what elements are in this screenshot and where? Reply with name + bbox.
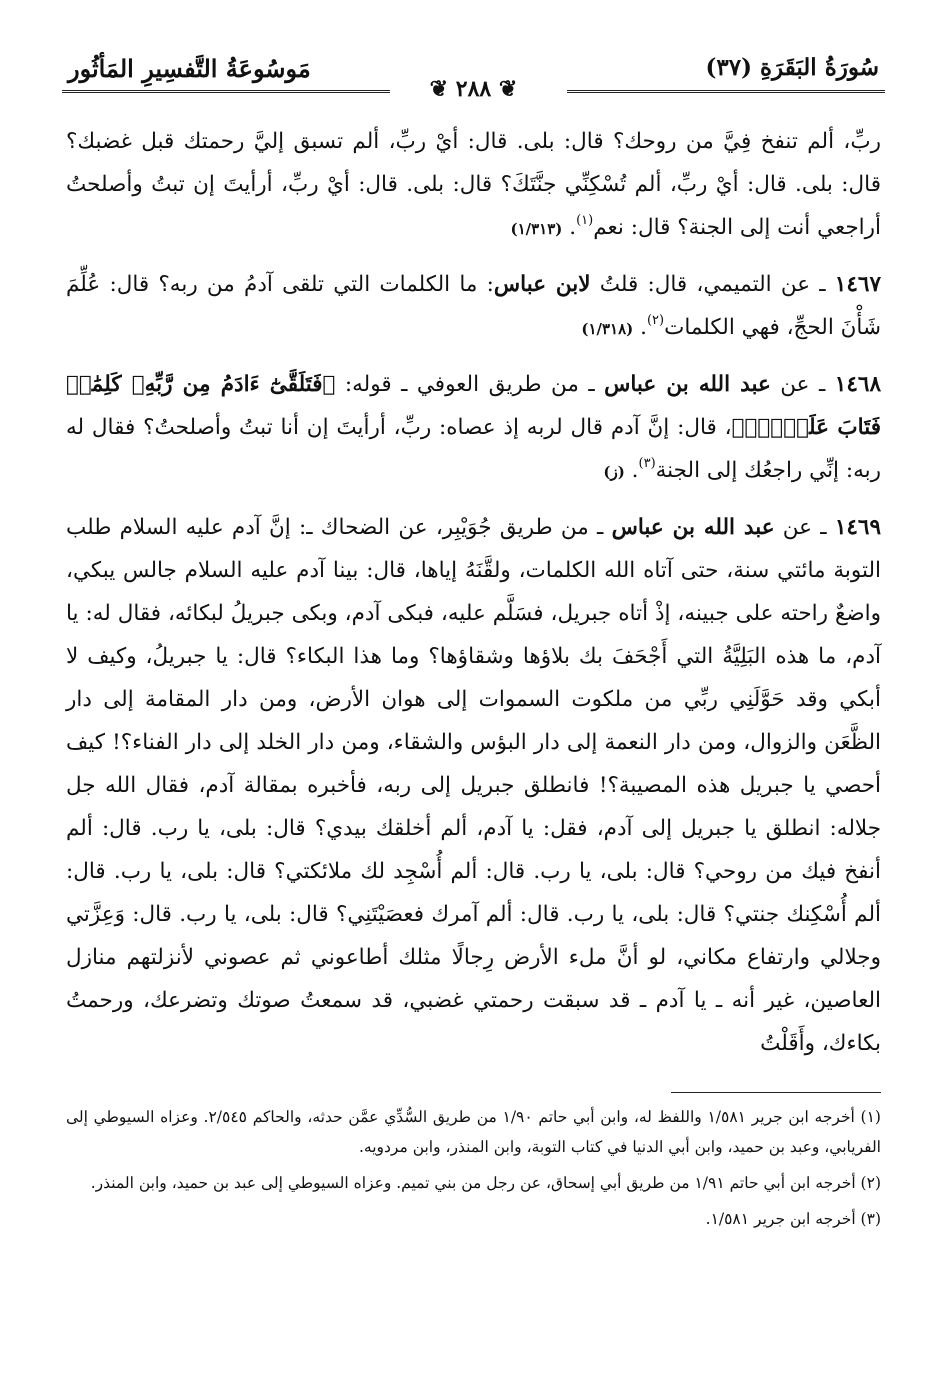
narrator-name: عبد الله بن عباس <box>611 515 775 540</box>
narration-text: ـ عن <box>782 515 827 540</box>
volume-reference: (١/٣١٣) <box>510 220 563 238</box>
narration-number: ١٤٦٩ <box>834 515 882 540</box>
narration-text: ـ من طريق العوفي ـ قوله: <box>344 372 595 397</box>
narration-text: ، قال: إنَّ آدم قال لربه إذ عصاه: ربِّ، أرأيتَ إن أنا تبتُ وأصلحتُ؟ فقال له ربه: إنِّي راجعُك إلى الجنة <box>66 415 881 483</box>
paragraph-text: ربِّ، ألم تنفخ فِيَّ من روحك؟ قال: بلى. قال: أيْ ربِّ، ألم تسبق إليَّ رحمتك قبل غضبك؟ قال: بلى. قال: أيْ ربِّ، ألم تُسْكِنِّي جنَّتَكَ؟ قال: بلى. قال: أيْ ربِّ، أرأيتَ إن تبتُ وأصلحتُ أراجعي أنت إلى الجنة؟ قال: نعم <box>66 129 881 240</box>
narration-text: ـ من طريق جُوَيْبِر، عن الضحاك ـ: إنَّ آدم عليه السلام طلب التوبة مائتي سنة، حتى آتاه الله الكلمات، ولقَّنَهُ إياها، قال: بينا آدم عليه السلام جالس يبكي، واضعٌ راحته على جبينه، إذْ أتاه جبريل، فسَلَّم عليه، فبكى آدم، وبكى جبريلُ لبكائه، فقال له: يا آدم، ما هذه البَلِيَّةُ التي أَجْحَفَ بك بلاؤها وشقاؤها؟ وما هذا البكاء؟ قال: يا جبريلُ، وكيف لا أبكي وقد حَوَّلَنِي ربِّي من ملكوت السموات إلى هوان الأرض، ومن دار المقامة إلى دار الظَّعَن والزوال، ومن دار النعمة إلى دار البؤس والشقاء، ومن دار الخلد إلى دار الفناء؟! كيف أحصي يا جبريل هذه المصيبة؟! فانطلق جبريل إلى ربه، فأخبره بمقالة آدم، فقال الله جل جلاله: انطلق يا جبريل إلى آدم، فقل: يا آدم، ألم أخلقك بيدي؟ قال: بلى، يا رب. قال: ألم أنفخ فيك من روحي؟ قال: بلى، يا رب. قال: ألم أُسْجِد لك ملائكتي؟ قال: بلى، يا رب. قال: ألم أُسْكِنك جنتي؟ قال: بلى، يا رب. قال: ألم آمرك فعصَيْتَنِي؟ قال: بلى، يا رب. قال: وَعِزَّتي وجلالي وارتفاع مكاني، لو أنَّ ملء الأرض رِجالًا مثلك أطاعوني ثم عصوني لأنزلتهم منازل العاصين، غير أنه ـ يا آدم ـ قد سبقت رحمتي غضبي، قد سمعتُ صوتك وتضرعك، ورحمتُ بكاءك، وأَقَلْتُ <box>66 515 881 1056</box>
volume-reference: (ز) <box>603 463 625 481</box>
book-title: مَوسُوعَةُ التَّفسِيرِ المَأثُور <box>68 54 311 83</box>
running-header <box>62 48 885 102</box>
narration-text: ـ عن التميمي، قال: قلتُ <box>599 272 826 297</box>
narration-1469 <box>66 506 881 1065</box>
volume-reference: (١/٣١٨) <box>581 320 634 338</box>
page-number: ❦ ٢٨٨ ❦ <box>426 76 522 102</box>
footnote-marker: (٣) <box>638 456 656 471</box>
footnote-1: (١) أخرجه ابن جرير ١/٥٨١ واللفظ له، وابن أبي حاتم ١/٩٠ من طريق السُّدِّي عمَّن حدثه، والحاكم ٢/٥٤٥. وعزاه السيوطي إلى الفريابي، وعبد بن حميد، وابن أبي الدنيا في كتاب التوبة، وابن المنذر، وابن مردويه. <box>66 1108 881 1156</box>
narration-1468: ١٤٦٨ ـ عن عبد الله بن عباس ـ من طريق العوفي ـ قوله: ﴿فَتَلَقَّىٰٓ ءَادَمُ مِن رَّبِّهِۦ كَلِمَٰتٖ فَتَابَ عَلَيۡهِۚ﴾، قال: إنَّ آدم قال لربه إذ عصاه: ربِّ، أرأيتَ إن أنا تبتُ وأصلحتُ؟ فقال له ربه: إنِّي راجعُك إلى الجنة$^{(٣)}$. (ز) <box>66 372 881 483</box>
footnotes <box>66 1102 881 1240</box>
header-rule-right <box>567 90 885 93</box>
narrator-name: عبد الله بن عباس <box>604 372 771 397</box>
narration-text: : ما الكلمات التي تلقى آدمُ من ربه؟ قال: عُلِّمَ شَأْنَ الحجِّ، فهي الكلمات <box>66 272 881 340</box>
footnote-marker: (١) <box>576 213 594 228</box>
footnote-separator <box>671 1092 881 1093</box>
quran-verse: ﴿فَتَلَقَّىٰٓ ءَادَمُ مِن رَّبِّهِۦ كَلِمَٰتٖ فَتَابَ عَلَيۡهِۚ﴾ <box>66 372 881 440</box>
narration-1467: ١٤٦٧ ـ عن التميمي، قال: قلتُ لابن عباس: ما الكلمات التي تلقى آدمُ من ربه؟ قال: عُلِّمَ شَأْنَ الحجِّ، فهي الكلمات$^{(٢)}$. (١/٣١٨) <box>66 272 881 340</box>
narration-number: ١٤٦٨ <box>834 372 881 397</box>
surah-title: سُورَةُ البَقَرَةِ (٣٧) <box>705 54 879 81</box>
narration-number: ١٤٦٧ <box>834 272 881 297</box>
footnote-marker: (٢) <box>646 313 665 328</box>
footnote-2: (٢) أخرجه ابن أبي حاتم ١/٩١ من طريق أبي إسحاق، عن رجل من بني تميم. وعزاه السيوطي إلى عبد بن حميد، وابن المنذر. <box>90 1174 881 1192</box>
footnote-3: (٣) أخرجه ابن جرير ١/٥٨١. <box>705 1210 881 1228</box>
narrator-name: لابن عباس <box>493 272 591 297</box>
continuation-paragraph: ربِّ، ألم تنفخ فِيَّ من روحك؟ قال: بلى. قال: أيْ ربِّ، ألم تسبق إليَّ رحمتك قبل غضبك؟ قال: بلى. قال: أيْ ربِّ، ألم تُسْكِنِّي جنَّتَكَ؟ قال: بلى. قال: أيْ ربِّ، أرأيتَ إن تبتُ وأصلحتُ أراجعي أنت إلى الجنة؟ قال: نعم$^{(١)}$. (١/٣١٣) <box>66 129 881 240</box>
header-rule-left <box>62 90 390 93</box>
main-text <box>66 120 881 1077</box>
narration-text: ـ عن <box>780 372 826 397</box>
